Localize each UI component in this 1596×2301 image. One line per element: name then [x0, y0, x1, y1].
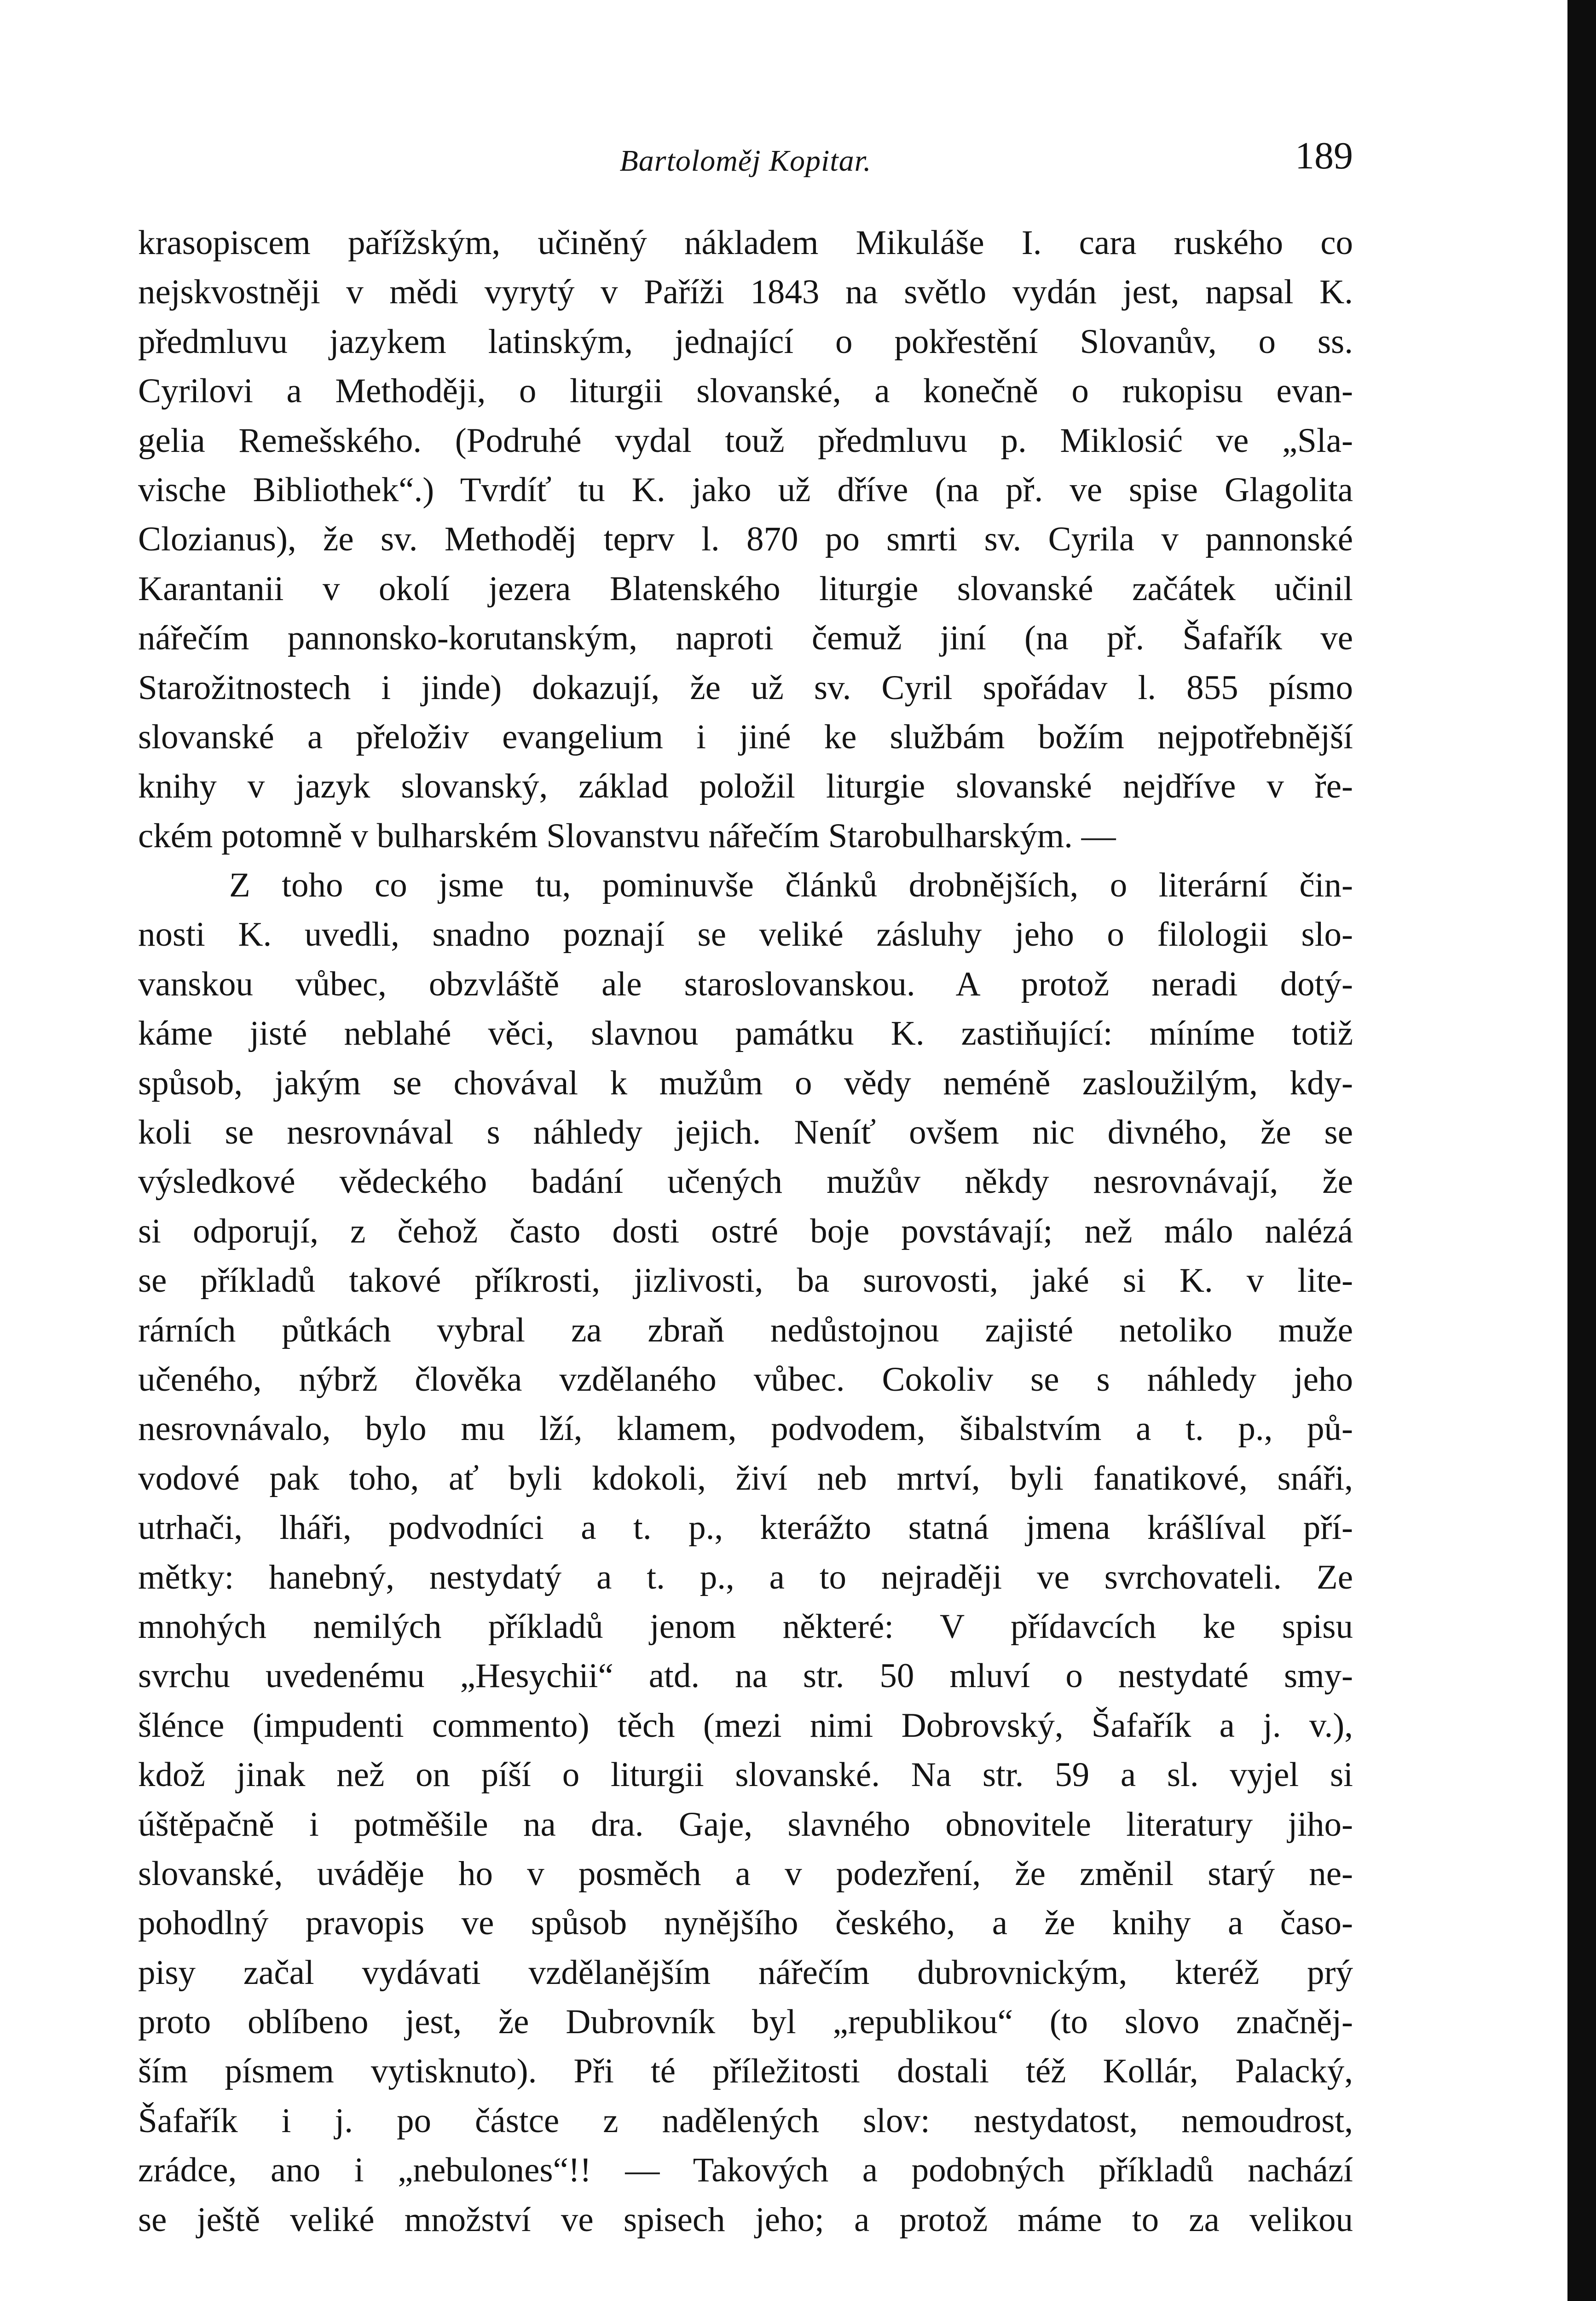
text-line: Šafařík i j. po částce z nadělených slov: nestydatost, nemoudrost, — [138, 2101, 1353, 2140]
scan-edge — [1567, 0, 1596, 2301]
text-line: nesrovnávalo, bylo mu lží, klamem, podvodem, šibalstvím a t. p., pů- — [138, 1410, 1353, 1448]
text-line: kdož jinak než on píší o liturgii slovanské. Na str. 59 a sl. vyjel si — [138, 1756, 1353, 1794]
text-line: pohodlný pravopis ve spůsob nynějšího českého, a že knihy a časo- — [138, 1904, 1353, 1943]
text-line: gelia Remešského. (Podruhé vydal touž předmluvu p. Miklosić ve „Sla- — [138, 421, 1353, 460]
text-line: vanskou vůbec, obzvláště ale staroslovanskou. A protož neradi dotý- — [138, 965, 1353, 1003]
text-line: mnohých nemilých příkladů jenom některé: V přídavcích ke spisu — [138, 1607, 1353, 1646]
text-line: pisy začal vydávati vzdělanějším nářečím dubrovnickým, kteréž prý — [138, 1953, 1353, 1992]
text-line: Karantanii v okolí jezera Blatenského liturgie slovanské začátek učinil — [138, 569, 1353, 608]
text-line: mětky: hanebný, nestydatý a t. p., a to nejraději ve svrchovateli. Ze — [138, 1558, 1353, 1596]
text-line: proto oblíbeno jest, že Dubrovník byl „republikou“ (to slovo značněj- — [138, 2003, 1353, 2041]
text-line: úštěpačně i potměšile na dra. Gaje, slavného obnovitele literatury jiho- — [138, 1805, 1353, 1844]
text-line: se ještě veliké množství ve spisech jeho; a protož máme to za velikou — [138, 2200, 1353, 2239]
text-line: vodové pak toho, ať byli kdokoli, živí neb mrtví, byli fanatikové, snáři, — [138, 1459, 1353, 1497]
text-line: si odporují, z čehož často dosti ostré boje povstávají; než málo nalézá — [138, 1212, 1353, 1250]
text-line: nosti K. uvedli, snadno poznají se veliké zásluhy jeho o filologii slo- — [138, 915, 1353, 954]
text-line: nejskvostněji v mědi vyrytý v Paříži 1843 na světlo vydán jest, napsal K. — [138, 273, 1353, 312]
text-line: svrchu uvedenému „Hesychii“ atd. na str. 50 mluví o nestydaté smy- — [138, 1657, 1353, 1695]
paragraph-start-line: Z toho co jsme tu, pominuvše článků drobnějších, o literární čin- — [229, 866, 1353, 905]
text-line: utrhači, lháři, podvodníci a t. p., kterážto statná jmena krášlíval pří- — [138, 1509, 1353, 1547]
text-line: slovanské, uváděje ho v posměch a v podezření, že změnil starý ne- — [138, 1854, 1353, 1893]
text-line: slovanské a přeloživ evangelium i jiné ke službám božím nejpotřebnější — [138, 717, 1353, 756]
text-line: spůsob, jakým se chovával k mužům o vědy neméně zasloužilým, kdy- — [138, 1064, 1353, 1102]
text-line: učeného, nýbrž člověka vzdělaného vůbec. Cokoliv se s náhledy jeho — [138, 1360, 1353, 1399]
text-line: koli se nesrovnával s náhledy jejich. Neníť ovšem nic divného, že se — [138, 1113, 1353, 1152]
text-line: Clozianus), že sv. Methoděj teprv l. 870 po smrti sv. Cyrila v pannonské — [138, 520, 1353, 559]
page-header — [138, 133, 1353, 193]
text-line: káme jisté neblahé věci, slavnou památku K. zastiňující: míníme totiž — [138, 1014, 1353, 1053]
text-line: ckém potomně v bulharském Slovanstvu nářečím Starobulharským. — — [138, 816, 1116, 855]
text-line: nářečím pannonsko-korutanským, naproti čemuž jiní (na př. Šafařík ve — [138, 619, 1353, 658]
text-line: výsledkové vědeckého badání učených mužův někdy nesrovnávají, že — [138, 1162, 1353, 1201]
text-line: knihy v jazyk slovanský, základ položil liturgie slovanské nejdříve v ře- — [138, 767, 1353, 806]
body-text — [138, 218, 1353, 2244]
text-line: se příkladů takové příkrosti, jizlivosti, ba surovosti, jaké si K. v lite- — [138, 1261, 1353, 1300]
text-line: rárních půtkách vybral za zbraň nedůstojnou zajisté netoliko muže — [138, 1311, 1353, 1349]
page-number: 189 — [1295, 134, 1353, 177]
text-line: Starožitnostech i jinde) dokazují, že už sv. Cyril spořádav l. 855 písmo — [138, 668, 1353, 707]
text-line: zrádce, ano i „nebulones“!! — Takových a podobných příkladů nachází — [138, 2151, 1353, 2190]
running-title: Bartoloměj Kopitar. — [619, 144, 872, 178]
text-line: vische Bibliothek“.) Tvrdíť tu K. jako už dříve (na př. ve spise Glagolita — [138, 470, 1353, 509]
text-line: předmluvu jazykem latinským, jednající o pokřestění Slovanův, o ss. — [138, 322, 1353, 361]
text-line: šlénce (impudenti commento) těch (mezi nimi Dobrovský, Šafařík a j. v.), — [138, 1706, 1353, 1745]
text-line: Cyrilovi a Methoději, o liturgii slovanské, a konečně o rukopisu evan- — [138, 372, 1353, 410]
text-line: krasopiscem pařížským, učiněný nákladem Mikuláše I. cara ruského co — [138, 224, 1353, 262]
text-line: ším písmem vytisknuto). Při té příležitosti dostali též Kollár, Palacký, — [138, 2052, 1353, 2091]
